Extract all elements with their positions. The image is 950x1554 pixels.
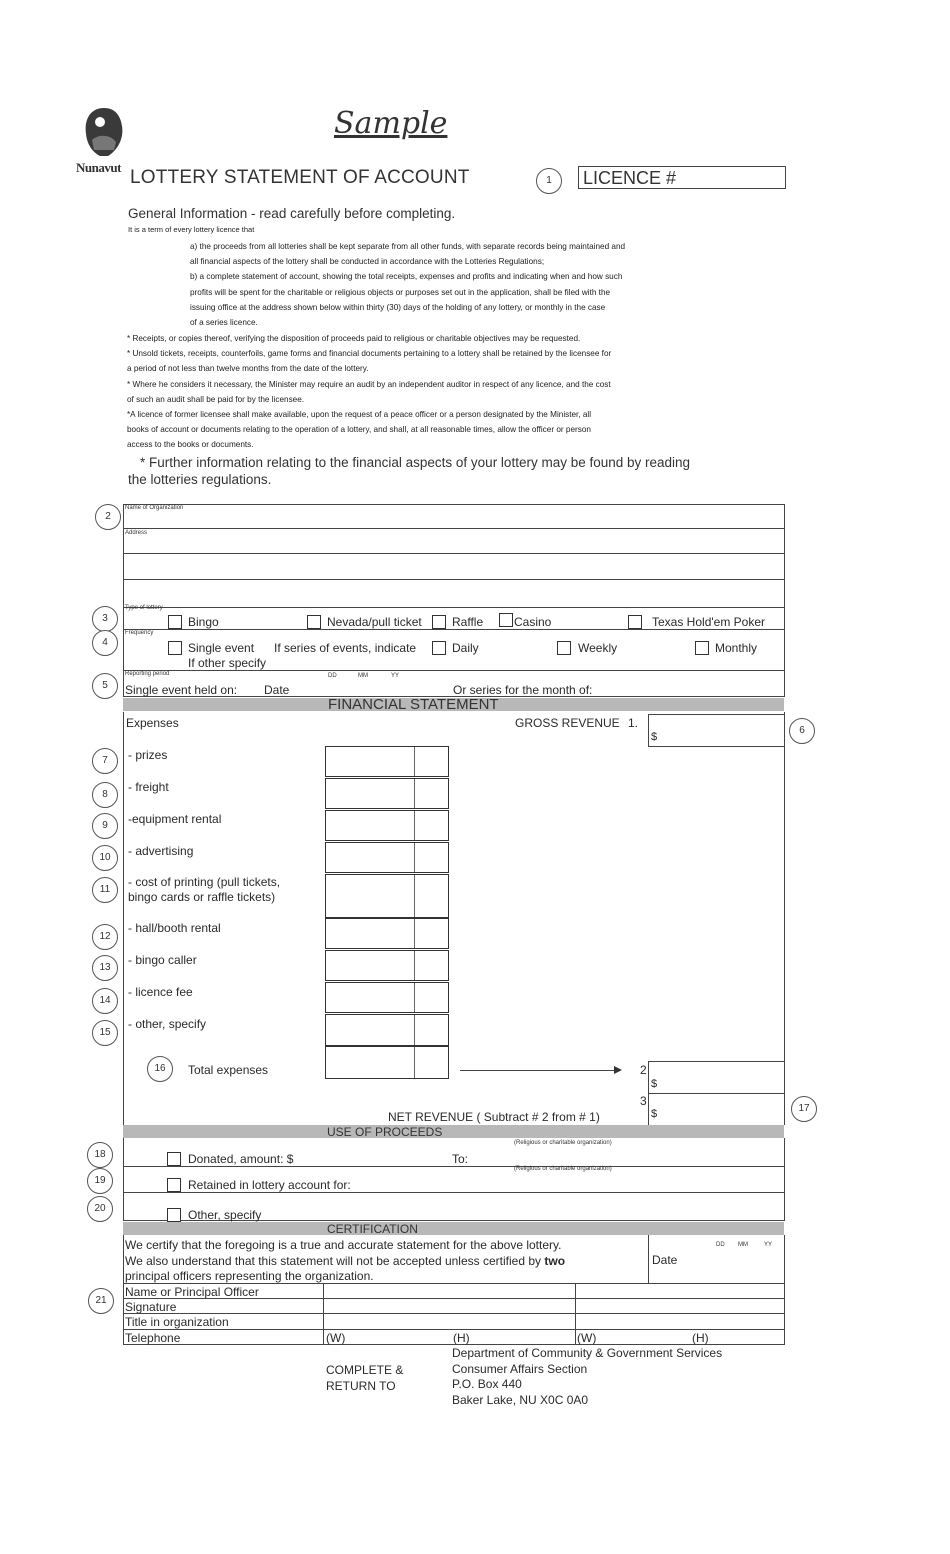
sample-label: Sample: [334, 106, 448, 141]
total-expenses-label: Total expenses: [188, 1063, 269, 1077]
monthly-checkbox[interactable]: [695, 641, 709, 655]
expense-input-licence[interactable]: [325, 982, 449, 1013]
divider: [123, 1166, 785, 1167]
proceeds-band: [123, 1125, 784, 1138]
certification-title: CERTIFICATION: [327, 1222, 418, 1236]
other-specify-text: If other specify: [188, 656, 267, 670]
daily-label: Daily: [452, 641, 479, 655]
dd-label: DD: [328, 673, 337, 679]
to-label: To:: [452, 1152, 469, 1166]
total-expenses-result[interactable]: [648, 1061, 784, 1094]
officer1-home-phone[interactable]: (H): [453, 1331, 470, 1345]
religious-note-1: (Religious or charitable organization): [514, 1140, 612, 1146]
org-name-label: Name of Organization: [125, 505, 184, 511]
divider: [648, 1235, 649, 1283]
field-number-6: 6: [789, 718, 815, 744]
series-month-input[interactable]: [600, 680, 780, 695]
expense-input-equipment[interactable]: [325, 810, 449, 841]
nevada-checkbox[interactable]: [307, 615, 321, 629]
expense-input-advertising[interactable]: [325, 842, 449, 873]
divider: [575, 1283, 576, 1345]
expense-input-hall[interactable]: [325, 918, 449, 949]
field-number-3: 3: [92, 606, 118, 632]
daily-checkbox[interactable]: [432, 641, 446, 655]
general-info-heading: General Information - read carefully before completing.: [128, 206, 456, 221]
expense-label-licence: - licence fee: [128, 985, 193, 999]
field-number-9: 9: [92, 813, 118, 839]
mm-label: MM: [358, 673, 368, 679]
para-a: a) the proceeds from all lotteries shall be kept separate from all other funds, with separate records being maintained and all financial aspects of the lottery shall be conducted in accordance with the Lotteries Regulations; b) a complete statement of account, showing the total receipts, expenses and profits and indicating when and how such profits will be spent for the charitable or religious objects or purposes set out in the application, shall be filed with the issuing office at the address shown below within thirty (30) days of the holding of any lottery, or monthly in the case of a series licence.: [190, 242, 626, 328]
donated-checkbox[interactable]: [167, 1152, 181, 1166]
expenses-label: Expenses: [126, 716, 179, 730]
form-title: LOTTERY STATEMENT OF ACCOUNT: [130, 167, 470, 188]
officer1-title-input[interactable]: [325, 1314, 573, 1328]
field-number-2: 2: [95, 504, 121, 530]
officer1-name-input[interactable]: [325, 1284, 573, 1297]
certification-band: [123, 1222, 784, 1235]
poker-label: Texas Hold'em Poker: [652, 615, 766, 629]
weekly-checkbox[interactable]: [557, 641, 571, 655]
other-proceeds-label: Other, specify: [188, 1208, 262, 1222]
further-info: * Further information relating to the financial aspects of your lottery may be found by reading the lotteries regulations.: [128, 455, 691, 487]
officer2-home-phone[interactable]: (H): [692, 1331, 709, 1345]
lottery-type-label: Type of lottery: [125, 605, 163, 611]
officer2-signature-input[interactable]: [577, 1299, 783, 1312]
expense-input-other[interactable]: [325, 1014, 449, 1046]
officer2-name-input[interactable]: [577, 1284, 783, 1297]
address-input[interactable]: [124, 538, 784, 604]
expense-input-freight[interactable]: [325, 778, 449, 809]
field-number-10: 10: [92, 845, 118, 871]
expense-label-other: - other, specify: [128, 1017, 207, 1031]
expense-label-freight: - freight: [128, 780, 169, 794]
org-name-input[interactable]: [124, 513, 784, 527]
field-number-12: 12: [92, 924, 118, 950]
single-event-checkbox[interactable]: [168, 641, 182, 655]
field-number-15: 15: [92, 1020, 118, 1046]
single-held-label: Single event held on:: [125, 683, 238, 697]
complete-return-label: COMPLETE & RETURN TO: [326, 1363, 404, 1393]
bingo-label: Bingo: [188, 615, 219, 629]
field-number-19: 19: [87, 1168, 113, 1194]
poker-checkbox[interactable]: [628, 615, 642, 629]
arrow-head-icon: [614, 1066, 622, 1074]
raffle-checkbox[interactable]: [432, 615, 446, 629]
general-info-intro: It is a term of every lottery licence that: [128, 225, 255, 234]
title-label: Title in organization: [125, 1315, 229, 1329]
single-event-label: Single event: [188, 641, 255, 655]
donated-label: Donated, amount: $: [188, 1152, 294, 1166]
gross-dollar: $: [651, 731, 658, 743]
gross-revenue-input[interactable]: [648, 714, 784, 747]
field-number-13: 13: [92, 955, 118, 981]
line-3-number: 3: [640, 1094, 647, 1108]
expense-label-prizes: - prizes: [128, 748, 168, 762]
officer-name-label: Name or Principal Officer: [125, 1285, 259, 1299]
expense-input-caller[interactable]: [325, 950, 449, 981]
religious-note-2: (Religious or charitable organization): [514, 1166, 612, 1172]
field-number-11: 11: [92, 877, 118, 903]
field-number-14: 14: [92, 988, 118, 1014]
cert-dd: DD: [716, 1242, 725, 1248]
general-info-bullets: * Receipts, or copies thereof, verifying the disposition of proceeds paid to religious or charitable objectives may be requested. * Unsold tickets, receipts, counterfoils, game forms and financial documents pertaining to a lottery shall be retained by the licensee for a period of not less than twelve months from the date of the lottery. * Where he considers it necessary, the Minister may require an audit by an independent auditor in respect of any licence, and the cost of such an audit shall be paid for by the licensee. *A licence of former licensee shall make available, upon the request of a peace officer or a person designated by the Minister, all books of account or documents relating to the operation of a lottery, and shall, at all reasonable times, allow the officer or person access to the books or documents.: [127, 334, 612, 450]
field-number-18: 18: [87, 1142, 113, 1168]
certification-text: We certify that the foregoing is a true and accurate statement for the above lottery. We also understand that this statement will not be accepted unless certified by two principal officers representing the organization.: [125, 1238, 566, 1283]
officer2-title-input[interactable]: [577, 1314, 783, 1328]
expense-label-advertising: - advertising: [128, 844, 194, 858]
raffle-label: Raffle: [452, 615, 484, 629]
divider: [123, 1192, 785, 1193]
field-number-21: 21: [88, 1288, 114, 1314]
donated-amount-input[interactable]: [300, 1150, 440, 1165]
field-number-16: 16: [147, 1056, 173, 1082]
telephone-label: Telephone: [125, 1331, 181, 1345]
divider: [123, 1329, 785, 1330]
two-emphasis: two: [544, 1253, 566, 1268]
field-number-5: 5: [92, 673, 118, 699]
officer2-work-phone[interactable]: (W): [577, 1331, 597, 1345]
arrow-line: [460, 1070, 618, 1071]
retained-label: Retained in lottery account for:: [188, 1178, 351, 1192]
bingo-checkbox[interactable]: [168, 615, 182, 629]
yy-label: YY: [391, 673, 400, 679]
address-label: Address: [125, 530, 148, 536]
series-month-label: Or series for the month of:: [453, 683, 593, 697]
expense-label-hall: - hall/booth rental: [128, 921, 221, 935]
reporting-date-input[interactable]: [325, 680, 425, 695]
return-address: Department of Community & Government Services Consumer Affairs Section P.O. Box 440 Baker Lake, NU X0C 0A0: [452, 1346, 723, 1407]
total-expenses-input[interactable]: [325, 1046, 449, 1079]
nevada-label: Nevada/pull ticket: [327, 615, 422, 629]
cert-date-label: Date: [652, 1253, 678, 1267]
field-number-7: 7: [92, 748, 118, 774]
expense-label-printing: - cost of printing (pull tickets, bingo cards or raffle tickets): [128, 875, 281, 904]
casino-label: Casino: [514, 615, 552, 629]
officer1-signature-input[interactable]: [325, 1299, 573, 1312]
expense-input-prizes[interactable]: [325, 746, 449, 777]
field-number-4: 4: [92, 630, 118, 656]
officer1-work-phone[interactable]: (W): [326, 1331, 346, 1345]
field-number-20: 20: [87, 1196, 113, 1222]
signature-label: Signature: [125, 1300, 177, 1314]
line-2-dollar: $: [651, 1078, 658, 1090]
line-2-number: 2: [640, 1063, 647, 1077]
divider: [323, 1283, 324, 1345]
retained-checkbox[interactable]: [167, 1178, 181, 1192]
line-3-dollar: $: [651, 1108, 658, 1120]
donated-to-input[interactable]: [478, 1150, 778, 1165]
frequency-label: Frequency: [125, 630, 154, 636]
licence-number-field[interactable]: [578, 166, 786, 189]
proceeds-title: USE OF PROCEEDS: [327, 1125, 443, 1139]
net-revenue-input[interactable]: [648, 1093, 784, 1125]
cert-date-input[interactable]: [700, 1250, 780, 1278]
cert-yy: YY: [764, 1242, 773, 1248]
financial-title: FINANCIAL STATEMENT: [328, 696, 499, 713]
expense-input-printing[interactable]: [325, 874, 449, 918]
reporting-date-label: Date: [264, 683, 290, 697]
expense-label-caller: - bingo caller: [128, 953, 197, 967]
monthly-label: Monthly: [715, 641, 758, 655]
reporting-label: Reporting period: [125, 671, 170, 677]
other-proceeds-checkbox[interactable]: [167, 1208, 181, 1222]
field-number-17: 17: [791, 1096, 817, 1122]
field-number-8: 8: [92, 782, 118, 808]
weekly-label: Weekly: [578, 641, 618, 655]
other-proceeds-input[interactable]: [270, 1206, 780, 1220]
expense-label-equipment: -equipment rental: [128, 812, 222, 826]
divider: [123, 629, 785, 630]
gross-revenue-label: GROSS REVENUE: [515, 716, 620, 730]
cert-mm: MM: [738, 1242, 748, 1248]
divider: [123, 528, 785, 529]
series-text: If series of events, indicate: [274, 641, 417, 655]
casino-checkbox[interactable]: [499, 613, 513, 627]
licence-label: LICENCE #: [583, 168, 677, 188]
retained-input[interactable]: [360, 1176, 780, 1191]
logo-text: Nunavut: [76, 160, 121, 175]
field-number-1: 1: [536, 168, 562, 194]
gross-revenue-number: 1.: [628, 716, 639, 730]
net-revenue-label: NET REVENUE ( Subtract # 2 from # 1): [388, 1110, 600, 1124]
